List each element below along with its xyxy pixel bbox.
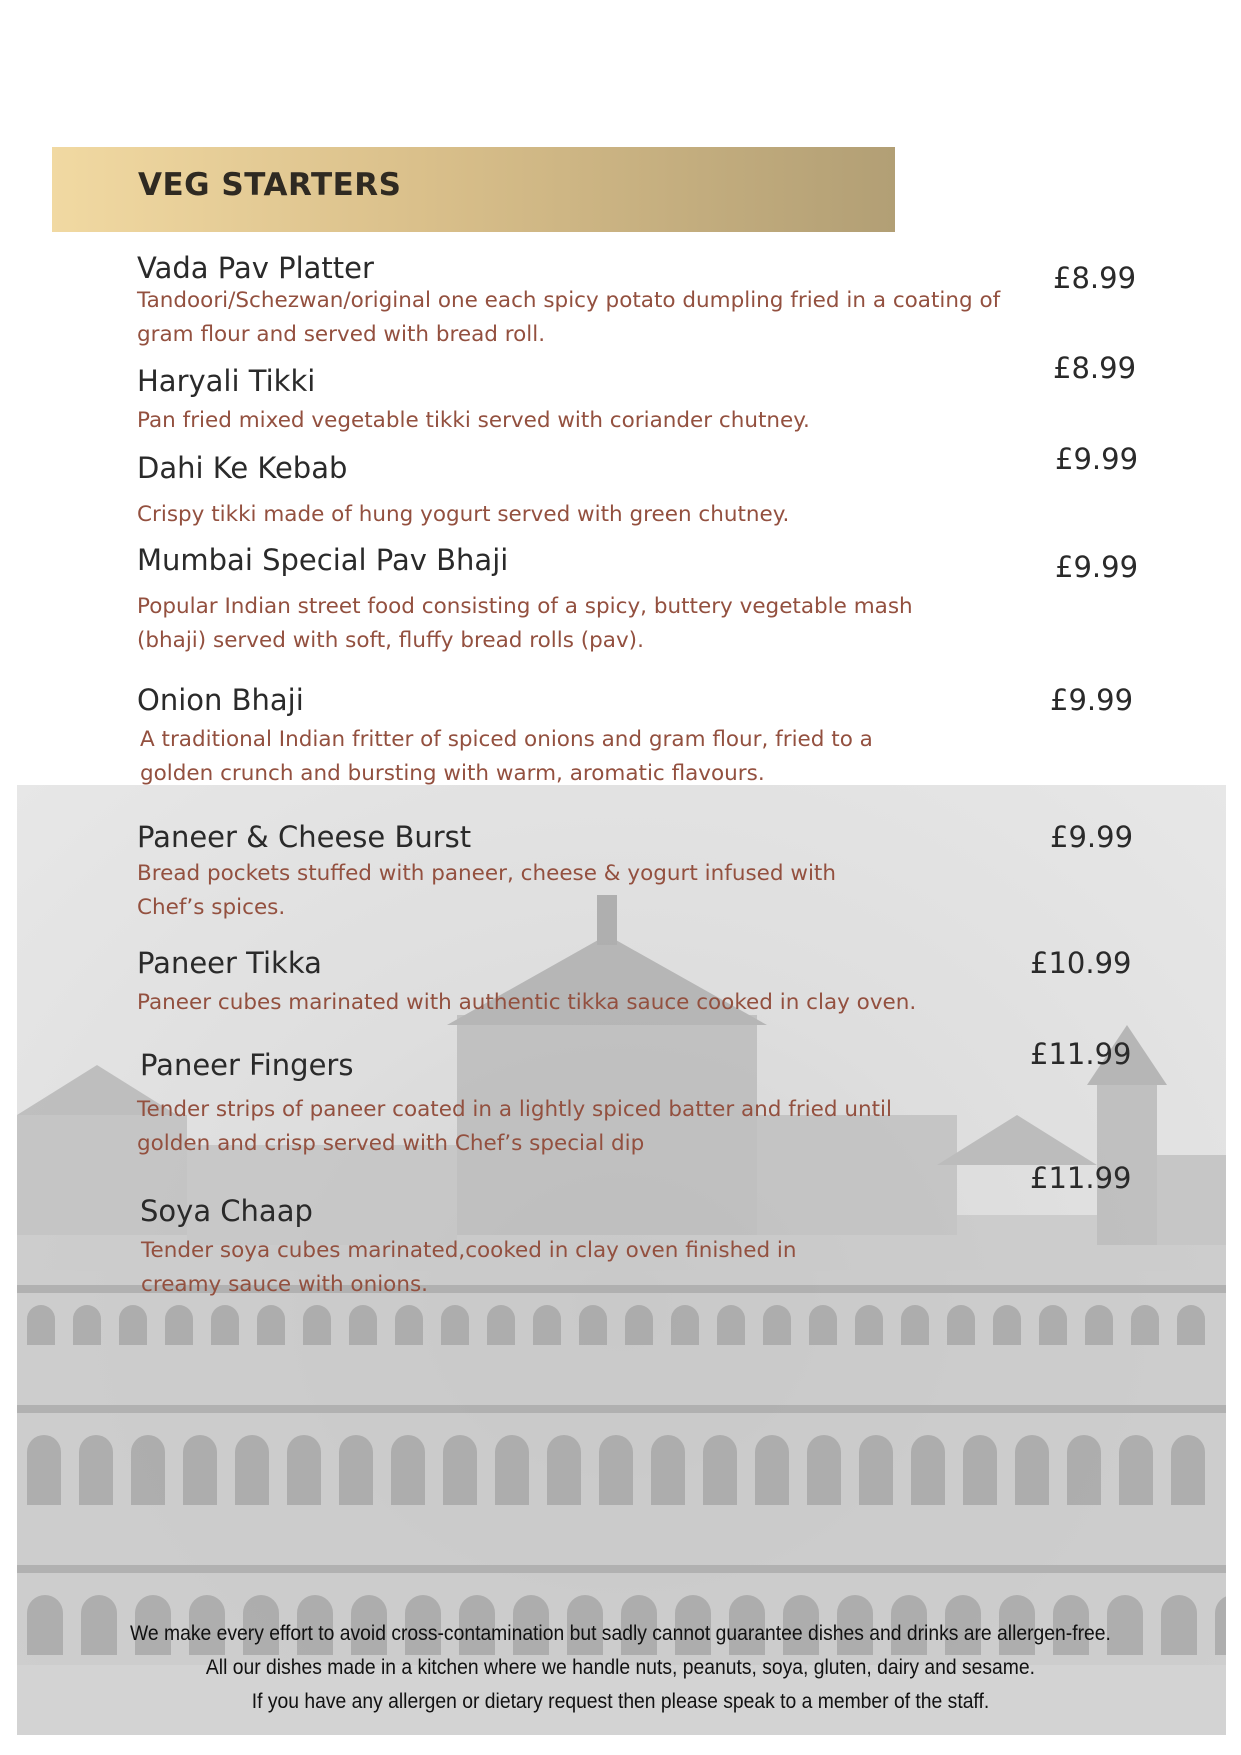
item-price: £9.99 bbox=[1055, 550, 1139, 584]
item-description: Paneer cubes marinated with authentic tikka sauce cooked in clay oven. bbox=[137, 990, 917, 1015]
item-price: £9.99 bbox=[1050, 683, 1134, 717]
item-description: Bread pockets stuffed with paneer, cheese & yogurt infused with Chef’s spices. bbox=[137, 861, 836, 920]
item-description: A traditional Indian fritter of spiced onions and gram flour, fried to a golden crunch and bursting with warm, aromatic flavours. bbox=[140, 727, 873, 786]
item-name: Paneer & Cheese Burst bbox=[137, 820, 472, 854]
item-name: Onion Bhaji bbox=[137, 683, 304, 717]
item-name: Vada Pav Platter bbox=[137, 251, 374, 285]
item-name: Mumbai Special Pav Bhaji bbox=[137, 543, 509, 577]
allergen-notice-line: We make every effort to avoid cross-contamination but sadly cannot guarantee dishes and drinks are allergen-free. bbox=[130, 1622, 1111, 1645]
item-description: Tender strips of paneer coated in a lightly spiced batter and fried until golden and crisp served with Chef’s special dip bbox=[137, 1097, 892, 1156]
item-price: £8.99 bbox=[1053, 261, 1137, 295]
section-title: VEG STARTERS bbox=[138, 167, 402, 203]
item-description: Pan fried mixed vegetable tikki served with coriander chutney. bbox=[137, 408, 810, 433]
allergen-notice-line: All our dishes made in a kitchen where we handle nuts, peanuts, soya, gluten, dairy and sesame. bbox=[205, 1656, 1036, 1679]
item-price: £10.99 bbox=[1030, 946, 1132, 980]
item-price: £11.99 bbox=[1030, 1037, 1132, 1071]
item-price: £9.99 bbox=[1050, 820, 1134, 854]
section-header-band bbox=[52, 147, 895, 232]
item-name: Haryali Tikki bbox=[137, 364, 316, 398]
item-name: Dahi Ke Kebab bbox=[137, 451, 348, 485]
item-description: Tandoori/Schezwan/original one each spicy potato dumpling fried in a coating of gram flour and served with bread roll. bbox=[137, 288, 1001, 347]
item-price: £11.99 bbox=[1030, 1161, 1132, 1195]
item-description: Crispy tikki made of hung yogurt served with green chutney. bbox=[137, 502, 790, 527]
item-name: Paneer Tikka bbox=[137, 946, 322, 980]
item-name: Soya Chaap bbox=[140, 1194, 313, 1228]
item-description: Popular Indian street food consisting of a spicy, buttery vegetable mash (bhaji) served with soft, fluffy bread rolls (pav). bbox=[137, 594, 913, 653]
item-price: £8.99 bbox=[1053, 351, 1137, 385]
allergen-notice-line: If you have any allergen or dietary request then please speak to a member of the staff. bbox=[251, 1690, 990, 1713]
item-name: Paneer Fingers bbox=[140, 1048, 354, 1082]
allergen-notice bbox=[50, 1617, 1192, 1719]
item-price: £9.99 bbox=[1055, 442, 1139, 476]
item-description: Tender soya cubes marinated,cooked in clay oven finished in creamy sauce with onions. bbox=[141, 1238, 797, 1297]
